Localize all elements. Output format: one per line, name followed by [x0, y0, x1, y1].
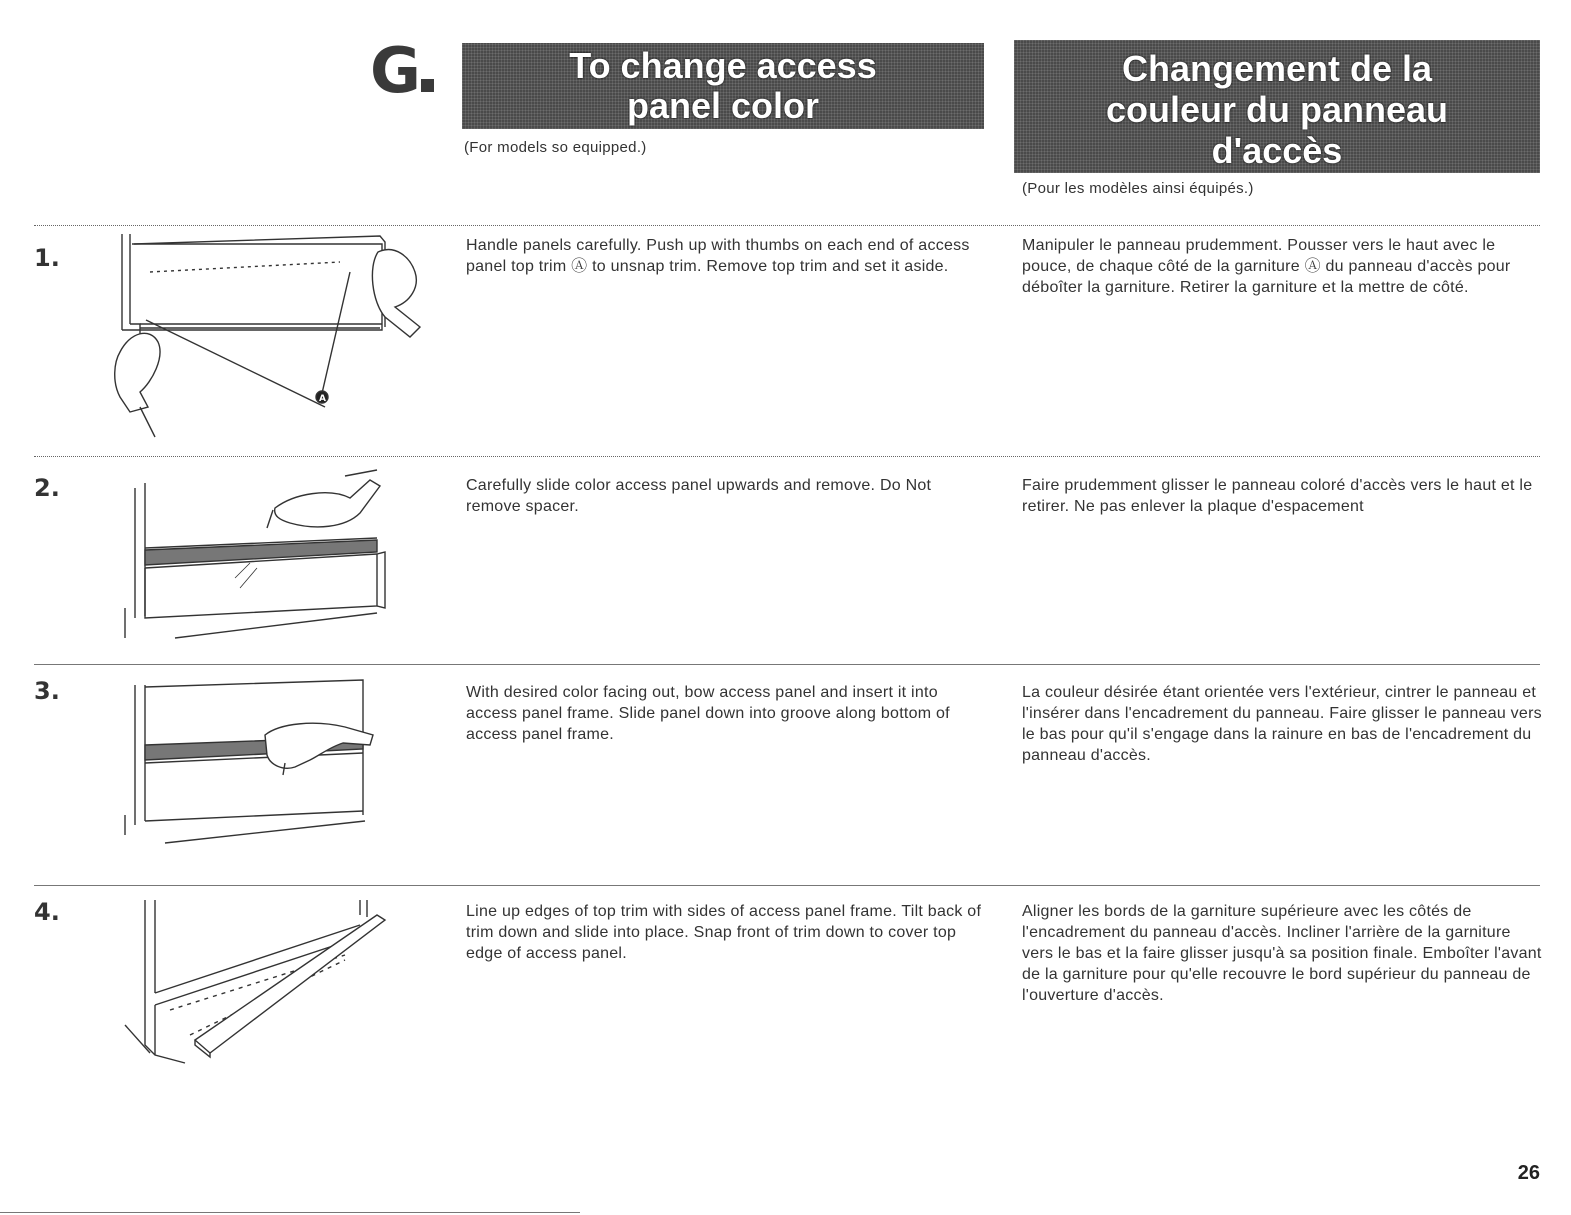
callout-a: A	[319, 394, 326, 404]
step-text-en: Handle panels carefully. Push up with thumbs on each end of access panel top trim Ⓐ to unsnap trim. Remove top trim and set it aside.	[466, 237, 970, 275]
divider	[34, 225, 1540, 226]
title-fr-line-2: couleur du panneau	[1105, 89, 1449, 130]
subtitle-fr: (Pour les modèles ainsi équipés.)	[1022, 180, 1254, 197]
title-en-line-2: panel color	[626, 85, 820, 126]
step-4-illustration	[115, 895, 395, 1075]
title-fr-line-3: d'accès	[1211, 130, 1343, 171]
page-number: 26	[1517, 1162, 1540, 1184]
footer-rule	[0, 1212, 580, 1213]
step-text-fr: Faire prudemment glisser le panneau coloré d'accès vers le haut et le retirer. Ne pas enlever la plaque d'espacement	[1022, 477, 1533, 515]
step-text-en: Carefully slide color access panel upwards and remove. Do Not remove spacer.	[466, 477, 932, 515]
title-en-line-1: To change access	[569, 45, 877, 86]
subtitle-en: (For models so equipped.)	[464, 139, 647, 156]
step-text-fr: La couleur désirée étant orientée vers l'extérieur, cintrer le panneau et l'insérer dans l'encadrement du panneau. Faire glisser le panneau vers le bas pour qu'il s'engage dans la rainure en bas de l'encadrement du panneau d'accès.	[1022, 684, 1542, 764]
divider	[34, 664, 1540, 665]
title-banner-fr	[1014, 40, 1540, 173]
step-2-illustration	[115, 468, 395, 643]
step-1-illustration	[110, 232, 440, 442]
step-3-illustration	[115, 675, 380, 850]
section-letter-dot	[421, 79, 434, 92]
step-number: 1.	[34, 244, 60, 272]
step-number: 4.	[34, 898, 60, 926]
title-fr-line-1: Changement de la	[1121, 48, 1433, 89]
step-number: 3.	[34, 677, 60, 705]
section-letter: G	[370, 40, 434, 102]
step-text-en: Line up edges of top trim with sides of access panel frame. Tilt back of trim down and slide into place. Snap front of trim down to cover top edge of access panel.	[466, 903, 982, 962]
step-text-en: With desired color facing out, bow access panel and insert it into access panel frame. Slide panel down into groove along bottom of access panel frame.	[466, 684, 950, 743]
step-text-fr: Aligner les bords de la garniture supérieure avec les côtés de l'encadrement du panneau d'accès. Incliner l'arrière de la garniture vers le bas et la faire glisser jusqu'à sa position finale. Emboîter l'avant de la garniture pour qu'elle recouvre le bord supérieur du panneau de l'ouverture d'accès.	[1022, 903, 1542, 1004]
divider	[34, 456, 1540, 457]
divider	[34, 885, 1540, 886]
step-text-fr: Manipuler le panneau prudemment. Pousser vers le haut avec le pouce, de chaque côté de la garniture Ⓐ du panneau d'accès pour déboîter la garniture. Retirer la garniture et la mettre de côté.	[1022, 237, 1511, 296]
title-banner-en	[462, 43, 984, 129]
step-number: 2.	[34, 474, 60, 502]
